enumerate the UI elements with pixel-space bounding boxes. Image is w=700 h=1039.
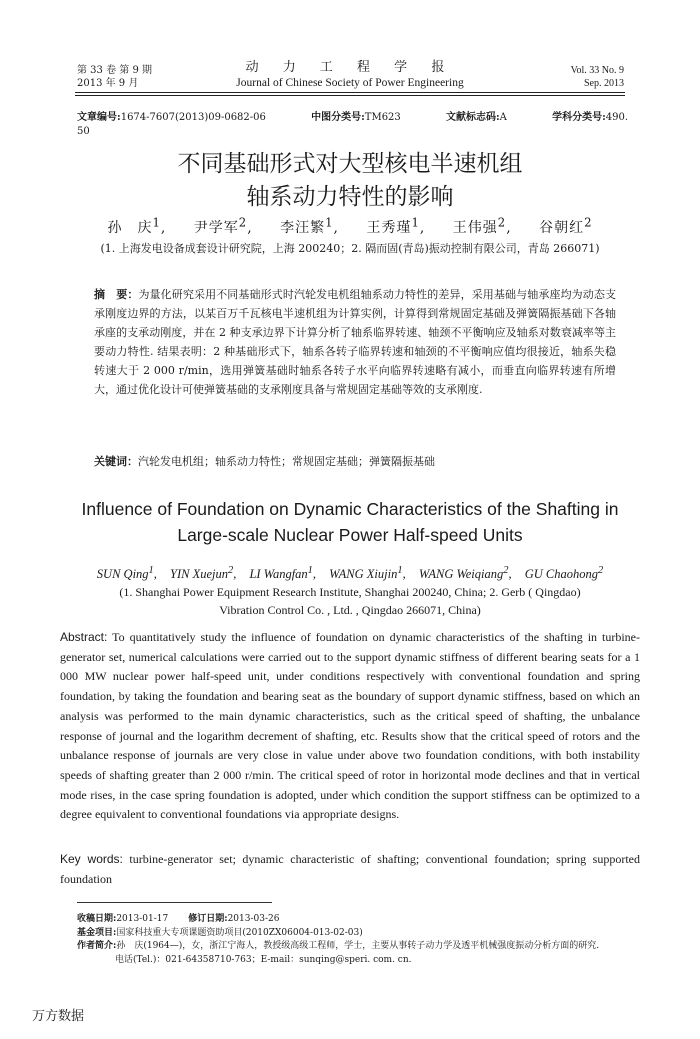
header-volume-cn	[77, 64, 152, 90]
clc-number: 中图分类号:TM623	[311, 112, 401, 123]
footnote-fund: 基金项目:国家科技重大专项课题资助项目(2010ZX06004-013-02-03)	[77, 927, 363, 938]
journal-name-cn: 动 力 工 程 学 报	[245, 60, 455, 75]
abstract-cn	[94, 285, 616, 399]
header-volume-no: Vol. 33 No. 9	[570, 65, 624, 76]
abstract-en-text: To quantitatively study the influence of foundation on dynamic characteristics of the shafting in turbine-generator set, numerical calculations were carried out to the support dynamic stiffness of different bearing seats for a 1 000 MW nuclear power half-speed unit, under conditions respectively with conventional foundation and spring foundation, by taking the foundation and bearing seat as the boundary of support dynamic stiffness, based on which an analysis was performed to the main dynamic characteristics, such as the critical speed of shafting, the unbalance response of journal and the logarithm decrement of shafting, etc. Results show that the critical speed of rotors and the unbalance response of journals are very close in value under above two foundation conditions, with both instability speeds of shafting greater than 2 000 r/min. The critical speed of rotor in horizontal mode declines and that in vertical mode rises, in the case spring foundation is adopted, under which condition the support stiffness can be optimized to a degree equivalent to conventional foundations via appropriate designs.	[60, 630, 640, 822]
abstract-cn-text: 为量化研究采用不同基础形式时汽轮发电机组轴系动力特性的差异，采用基础与轴承座均为动态支承刚度边界的方法，以某百万千瓦核电半速机组为计算实例，计算得到常规固定基础及弹簧隔振基础下各轴承座的支承动刚度，并在 2 种支承边界下计算分析了轴系临界转速、轴颈不平衡响应及轴系对数衰减率等主要动力特性. 结果表明：2 种基础形式下，轴系各转子临界转速和轴颈的不平衡响应值均很接近，轴系失稳转速大于 2 000 r/min，选用弹簧基础时轴系各转子水平向临界转速略有减小，而垂直向临界转速有所增大，通过优化设计可使弹簧基础的支承刚度具备与常规固定基础等效的支承刚度.	[94, 288, 616, 396]
abstract-cn-label: 摘 要：	[94, 288, 139, 301]
affiliation-en	[0, 583, 700, 619]
abstract-en-label: Abstract:	[60, 630, 108, 644]
authors-cn	[0, 215, 700, 237]
journal-title-block	[200, 60, 500, 90]
keywords-en-text: turbine-generator set; dynamic characteristic of shafting; conventional foundation; spring supported foundation	[60, 852, 641, 886]
header-volume-en	[571, 64, 624, 90]
header-rule-thick	[75, 92, 625, 93]
authors-en	[0, 565, 700, 582]
author-en: WANG Xiujin$^1$,	[329, 565, 406, 582]
title-en-line2: Large-scale Nuclear Power Half-speed Units	[177, 525, 523, 545]
footnote-contact: 电话(Tel.)：021-64358710-763；E-mail：sunqing@speri. com. cn.	[115, 954, 412, 965]
header-volume-issue: 第 33 卷 第 9 期	[77, 65, 152, 76]
author-en: WANG Weiqiang$^2$,	[418, 565, 512, 582]
author-cn: 孙 庆$^1$,	[107, 215, 167, 236]
author-cn: 尹学军$^2$,	[193, 215, 253, 236]
subject-code: 学科分类号:490. 50	[77, 112, 629, 137]
affiliation-en-line1: (1. Shanghai Power Equipment Research Institute, Shanghai 200240, China; 2. Gerb ( Qingdao)	[119, 585, 581, 599]
header-date-en: Sep. 2013	[584, 78, 624, 89]
footnote-author: 作者简介:孙 庆(1964—)，女，浙江宁海人，教授级高级工程师，学士，主要从事转子动力学及透平机械强度振动分析方面的研究.	[77, 941, 600, 951]
keywords-cn	[94, 454, 616, 470]
keywords-cn-text: 汽轮发电机组；轴系动力特性；常规固定基础；弹簧隔振基础	[138, 455, 435, 468]
author-en: LI Wangfan$^1$,	[249, 565, 316, 582]
title-cn-line1: 不同基础形式对大型核电半速机组	[177, 151, 523, 177]
footnote-rule	[77, 902, 272, 903]
title-cn	[0, 148, 700, 214]
author-en: YIN Xuejun$^2$,	[170, 565, 237, 582]
article-meta	[77, 111, 637, 139]
article-number: 文章编号:1674-7607(2013)09-0682-06	[77, 112, 266, 123]
watermark: 万方数据	[32, 1009, 85, 1024]
title-en	[0, 496, 700, 548]
keywords-en	[60, 850, 640, 889]
author-cn: 谷朝红$^2$	[539, 215, 593, 236]
header-rule-thin	[75, 95, 625, 96]
affiliation-cn: (1. 上海发电设备成套设计研究院，上海 200240；2. 隔而固(青岛)振动控制有限公司，青岛 266071)	[100, 242, 600, 255]
title-en-line1: Influence of Foundation on Dynamic Characteristics of the Shafting in	[81, 499, 619, 519]
author-cn: 王秀瑾$^1$,	[366, 215, 426, 236]
abstract-en	[60, 628, 640, 825]
author-en: SUN Qing$^1$,	[96, 565, 157, 582]
title-cn-line2: 轴系动力特性的影响	[246, 184, 454, 210]
affiliation-en-line2: Vibration Control Co. , Ltd. , Qingdao 266071, China)	[219, 603, 481, 617]
journal-name-en: Journal of Chinese Society of Power Engineering	[236, 77, 464, 89]
header-date-cn: 2013 年 9 月	[77, 78, 139, 89]
author-cn: 李汪繁$^1$,	[280, 215, 339, 236]
keywords-cn-label: 关键词：	[94, 455, 138, 468]
footnotes	[77, 913, 637, 967]
author-en: GU Chaohong$^2$	[524, 565, 604, 582]
footnote-dates: 收稿日期:2013-01-17 修订日期:2013-03-26	[77, 914, 280, 924]
keywords-en-label: Key words:	[60, 852, 123, 866]
author-cn: 王伟强$^2$,	[452, 215, 512, 236]
document-code: 文献标志码:A	[445, 112, 507, 123]
